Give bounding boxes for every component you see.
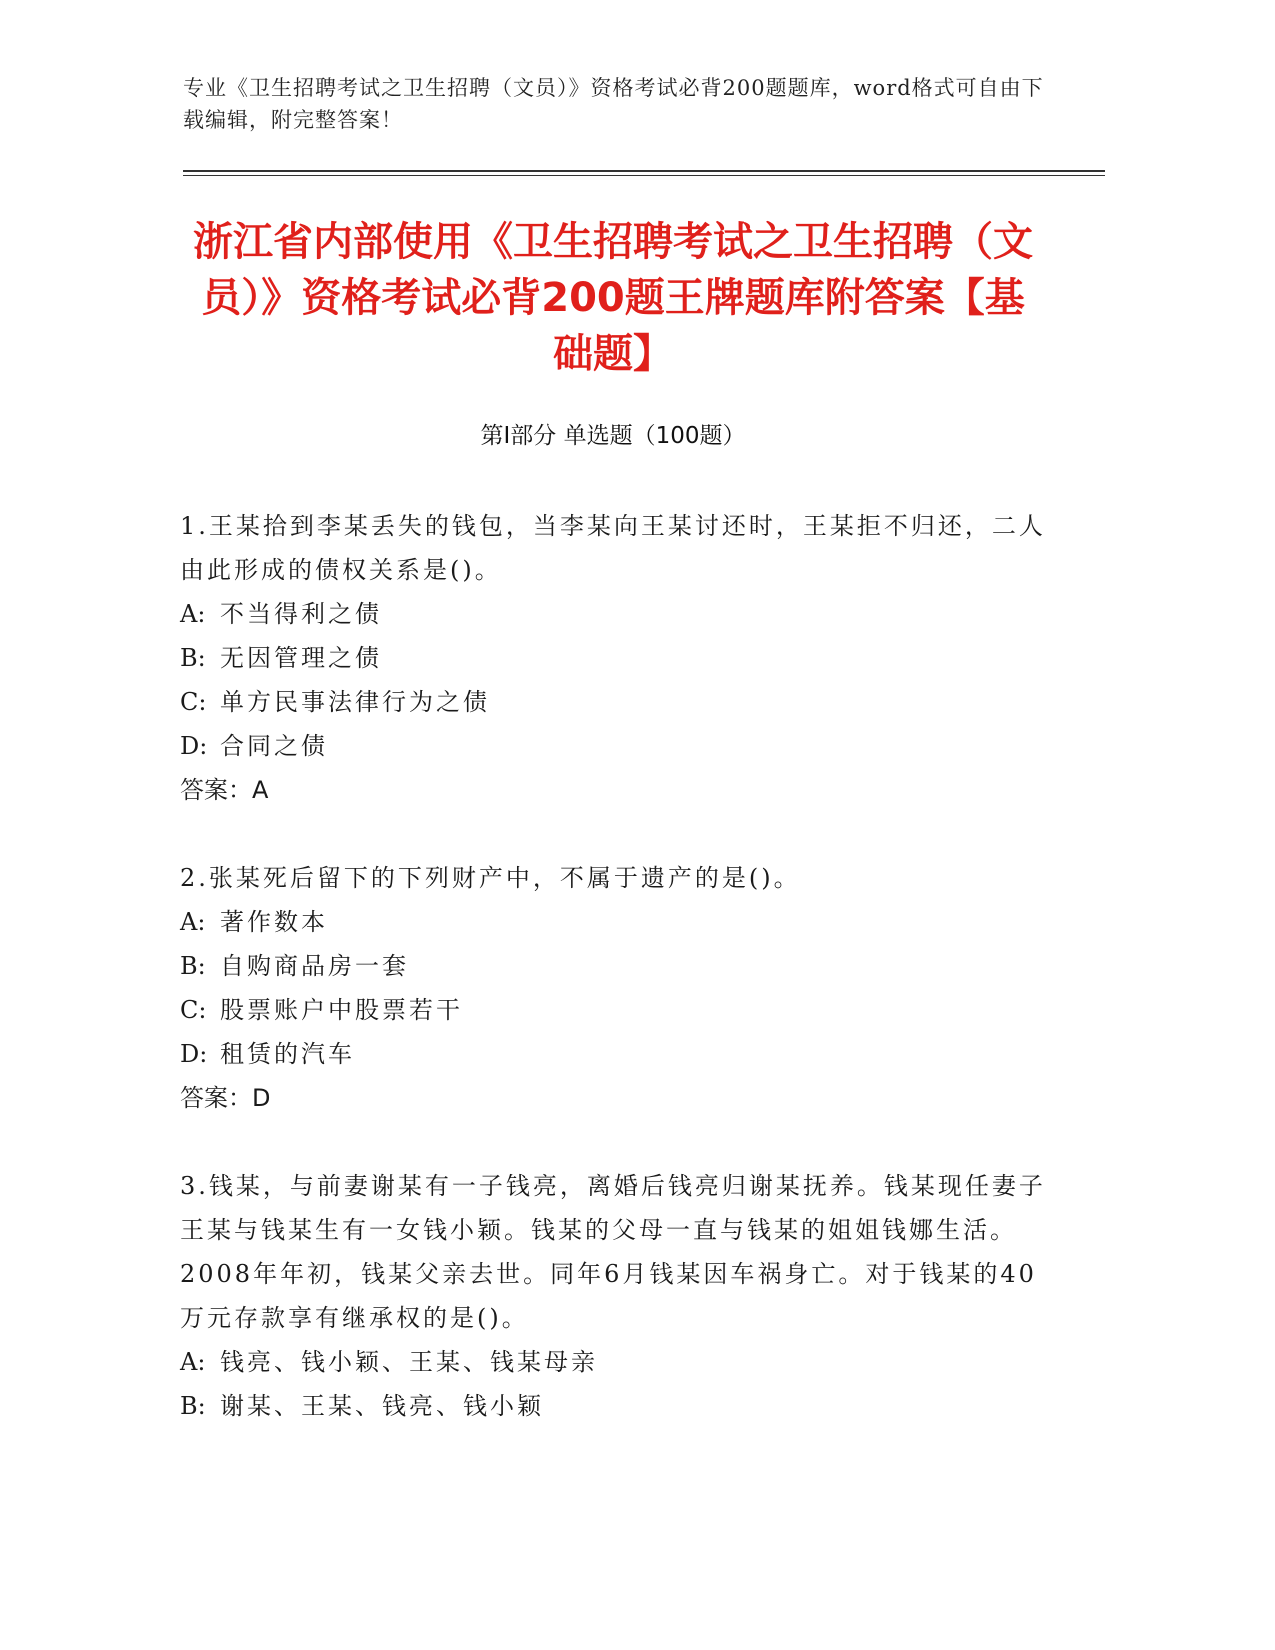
option-key: C:: [180, 688, 207, 716]
option-text: 单方民事法律行为之债: [220, 688, 490, 716]
option-a: [180, 900, 1060, 944]
option-text: 不当得利之债: [220, 600, 382, 628]
option-key: B:: [180, 1392, 206, 1420]
header-note: 专业《卫生招聘考试之卫生招聘（文员）》资格考试必背200题题库，word格式可自由下载编辑，附完整答案！: [183, 76, 1044, 132]
section-title: 第I部分 单选题（100题）: [480, 423, 746, 449]
answer-line: 答案：A: [180, 776, 269, 804]
option-text: 著作数本: [220, 908, 328, 936]
question-3: [180, 1164, 1060, 1428]
option-key: C:: [180, 996, 207, 1024]
option-b: [180, 636, 1060, 680]
question-list: [180, 504, 1060, 1472]
option-b: [180, 944, 1060, 988]
header-divider: [183, 170, 1105, 176]
question-2: [180, 856, 1060, 1120]
option-text: 无因管理之债: [220, 644, 382, 672]
option-text: 合同之债: [220, 732, 328, 760]
question-1: [180, 504, 1060, 812]
option-c: [180, 680, 1060, 724]
option-d: [180, 724, 1060, 768]
option-key: B:: [180, 644, 206, 672]
option-text: 钱亮、钱小颖、王某、钱某母亲: [220, 1348, 598, 1376]
option-b: [180, 1384, 1060, 1428]
question-stem: 1.王某拾到李某丢失的钱包，当李某向王某讨还时，王某拒不归还，二人由此形成的债权关系是()。: [180, 512, 1046, 584]
option-key: D:: [180, 732, 208, 760]
option-text: 租赁的汽车: [220, 1040, 355, 1068]
question-stem: 2.张某死后留下的下列财产中，不属于遗产的是()。: [180, 864, 801, 892]
option-c: [180, 988, 1060, 1032]
option-text: 股票账户中股票若干: [220, 996, 463, 1024]
option-a: [180, 1340, 1060, 1384]
answer-line: 答案：D: [180, 1084, 271, 1112]
option-key: B:: [180, 952, 206, 980]
option-key: A:: [180, 908, 206, 936]
document-title: 浙江省内部使用《卫生招聘考试之卫生招聘（文员）》资格考试必背200题王牌题库附答案【基础题】: [193, 219, 1033, 377]
option-text: 自购商品房一套: [220, 952, 409, 980]
question-stem: 3.钱某，与前妻谢某有一子钱亮，离婚后钱亮归谢某抚养。钱某现任妻子王某与钱某生有一女钱小颖。钱某的父母一直与钱某的姐姐钱娜生活。2008年年初，钱某父亲去世。同年6月钱某因车祸身亡。对于钱某的40万元存款享有继承权的是()。: [180, 1172, 1046, 1332]
option-key: A:: [180, 600, 206, 628]
option-a: [180, 592, 1060, 636]
option-key: A:: [180, 1348, 206, 1376]
option-text: 谢某、王某、钱亮、钱小颖: [220, 1392, 544, 1420]
option-key: D:: [180, 1040, 208, 1068]
option-d: [180, 1032, 1060, 1076]
